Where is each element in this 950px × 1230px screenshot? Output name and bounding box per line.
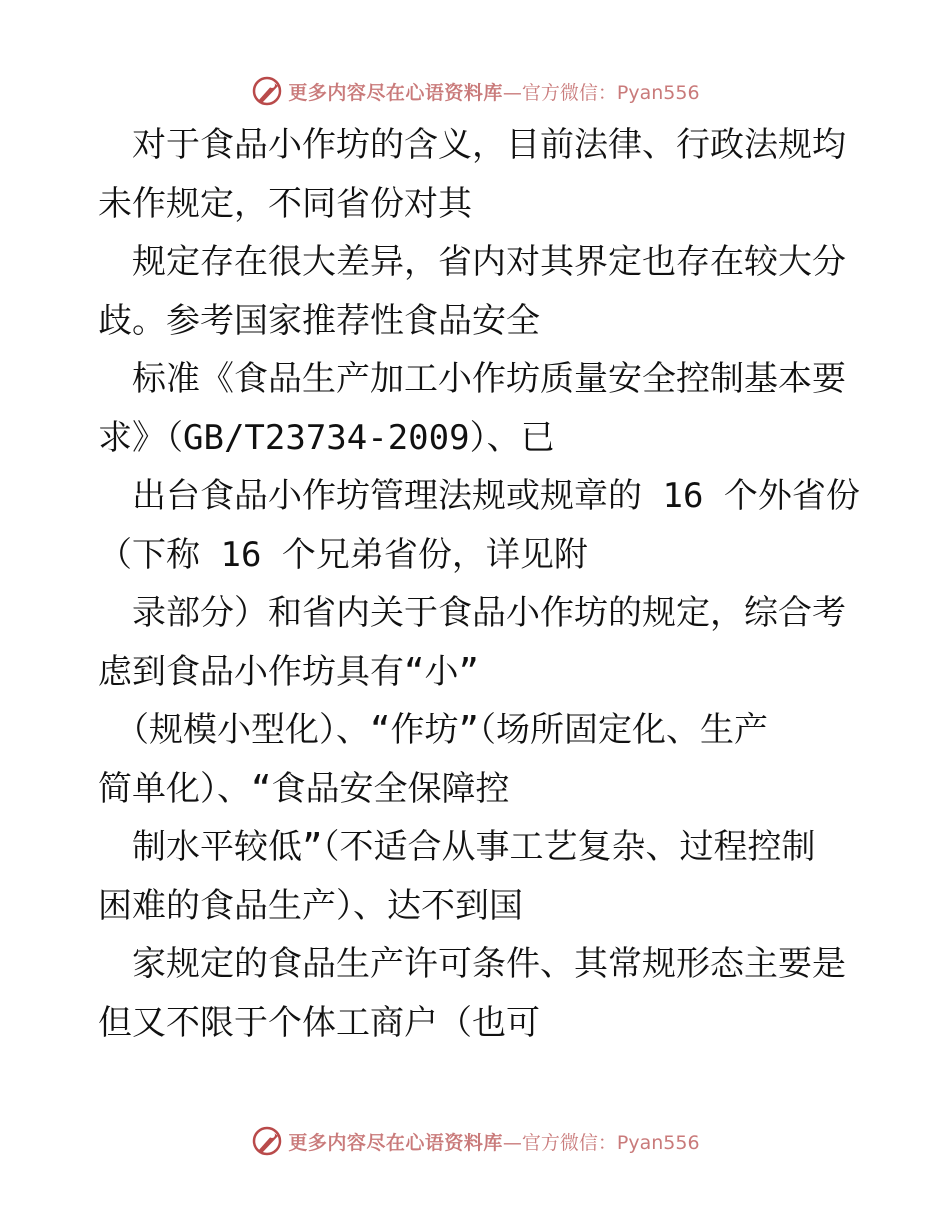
header-banner bbox=[0, 74, 950, 113]
footer-banner-lead: 更多内容尽在心语资料库 bbox=[288, 1131, 503, 1154]
text-line: 出台食品小作坊管理法规或规章的 16 个外省份 bbox=[98, 476, 860, 516]
text-line: 虑到食品小作坊具有“小” bbox=[98, 651, 479, 692]
text-line: 困难的食品生产）、达不到国 bbox=[98, 885, 523, 926]
text-line: 求》（GB/T23734-2009）、已 bbox=[98, 417, 555, 458]
header-banner-lead: 更多内容尽在心语资料库 bbox=[288, 81, 503, 104]
footer-banner bbox=[0, 1124, 950, 1163]
text-line: （规模小型化）、“作坊”（场所固定化、生产 bbox=[98, 710, 768, 750]
body-text bbox=[98, 116, 858, 1052]
text-line: 歧。参考国家推荐性食品安全 bbox=[98, 300, 540, 341]
pen-logo-icon bbox=[250, 1124, 284, 1158]
text-line: 但又不限于个体工商户（也可 bbox=[98, 1002, 540, 1043]
text-line: 家规定的食品生产许可条件、其常规形态主要是 bbox=[98, 944, 846, 984]
text-line: 制水平较低”（不适合从事工艺复杂、过程控制 bbox=[98, 827, 816, 867]
header-banner-wechat: —官方微信：Pyan556 bbox=[502, 81, 700, 104]
text-line: 规定存在很大差异，省内对其界定也存在较大分 bbox=[98, 242, 846, 282]
footer-banner-inner bbox=[250, 1124, 699, 1158]
text-line: 录部分）和省内关于食品小作坊的规定，综合考 bbox=[98, 593, 846, 633]
text-line: 标准《食品生产加工小作坊质量安全控制基本要 bbox=[98, 359, 846, 399]
footer-banner-wechat: —官方微信：Pyan556 bbox=[502, 1131, 700, 1154]
header-banner-inner bbox=[250, 74, 699, 108]
text-line: 未作规定，不同省份对其 bbox=[98, 183, 472, 224]
text-line: 对于食品小作坊的含义，目前法律、行政法规均 bbox=[98, 125, 846, 165]
pen-logo-icon bbox=[250, 74, 284, 108]
text-line: （下称 16 个兄弟省份，详见附 bbox=[98, 534, 588, 575]
text-line: 简单化）、“食品安全保障控 bbox=[98, 768, 510, 809]
